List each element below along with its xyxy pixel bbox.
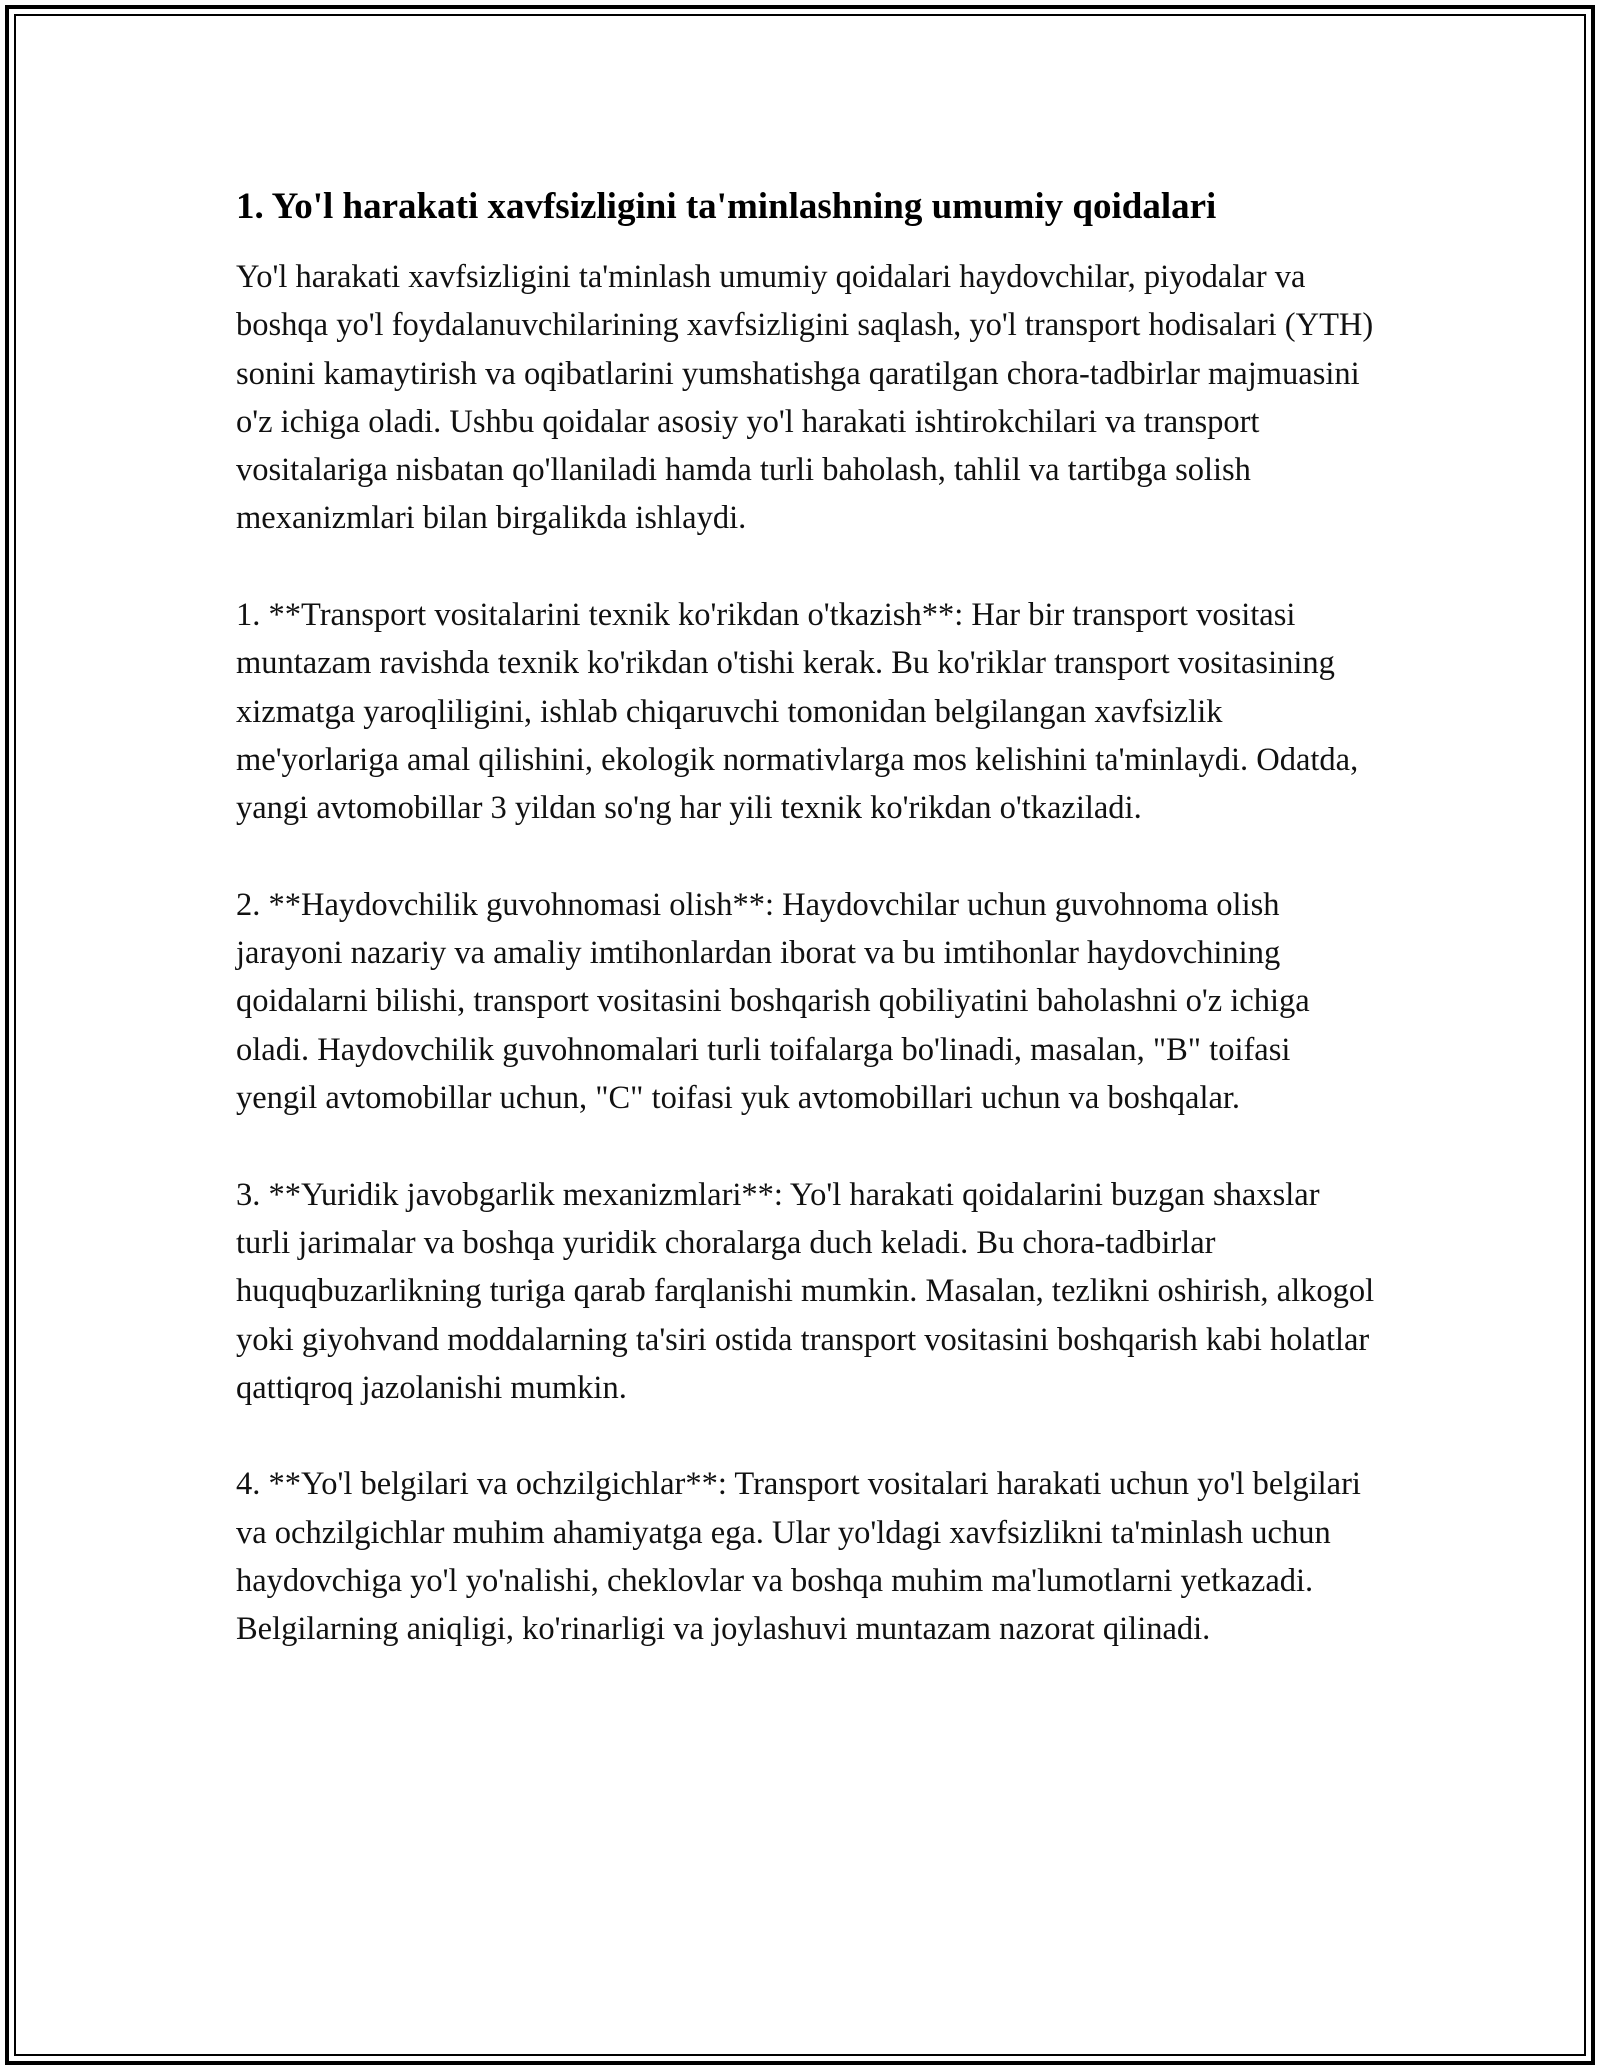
rule-road-signs-paragraph: 4. **Yo'l belgilari va ochzilgichlar**: Transport vositalari harakati uchun yo'l belgilari va ochzilgichlar muhim ahamiyatga ega. Ular yo'ldagi xavfsizlikni ta'minlash uchun haydovchiga yo'l yo'nalishi, cheklovlar va boshqa muhim ma'lumotlarni yetkazadi. Belgilarning aniqligi, ko'rinarligi va joylashuvi muntazam nazorat qilinadi.	[236, 1466, 1361, 1648]
section-title: 1. Yo'l harakati xavfsizligini ta'minlashning umumiy qoidalari	[236, 186, 1217, 227]
rule-legal-liability-paragraph: 3. **Yuridik javobgarlik mexanizmlari**: Yo'l harakati qoidalarini buzgan shaxslar turli jarimalar va boshqa yuridik choralarga duch keladi. Bu chora-tadbirlar huquqbuzarlikning turiga qarab farqlanishi mumkin. Masalan, tezlikni oshirish, alkogol yoki giyohvand moddalarning ta'siri ostida transport vositasini boshqarish kabi holatlar qattiqroq jazolanishi mumkin.	[236, 1176, 1375, 1406]
rule-technical-inspection-paragraph: 1. **Transport vositalarini texnik ko'rikdan o'tkazish**: Har bir transport vositasi muntazam ravishda texnik ko'rikdan o'tishi kerak. Bu ko'riklar transport vositasining xizmatga yaroqliligini, ishlab chiqaruvchi tomonidan belgilangan xavfsizlik me'yorlariga amal qilishini, ekologik normativlarga mos kelishini ta'minlaydi. Odatda, yangi avtomobillar 3 yildan so'ng har yili texnik ko'rikdan o'tkaziladi.	[236, 597, 1359, 827]
rule-driving-license-paragraph: 2. **Haydovchilik guvohnomasi olish**: Haydovchilar uchun guvohnoma olish jarayoni nazariy va amaliy imtihonlardan iborat va bu imtihonlar haydovchining qoidalarni bilishi, transport vositasini boshqarish qobiliyatini baholashni o'z ichiga oladi. Haydovchilik guvohnomalari turli toifalarga bo'linadi, masalan, "B" toifasi yengil avtomobillar uchun, "C" toifasi yuk avtomobillari uchun va boshqalar.	[236, 886, 1310, 1117]
document-body	[236, 183, 1376, 1702]
intro-paragraph: Yo'l harakati xavfsizligini ta'minlash umumiy qoidalari haydovchilar, piyodalar va boshqa yo'l foydalanuvchilarining xavfsizligini saqlash, yo'l transport hodisalari (YTH) sonini kamaytirish va oqibatlarini yumshatishga qaratilgan chora-tadbirlar majmuasini o'z ichiga oladi. Ushbu qoidalar asosiy yo'l harakati ishtirokchilari va transport vositalariga nisbatan qo'llaniladi hamda turli baholash, tahlil va tartibga solish mexanizmlari bilan birgalikda ishlaydi.	[236, 259, 1374, 537]
